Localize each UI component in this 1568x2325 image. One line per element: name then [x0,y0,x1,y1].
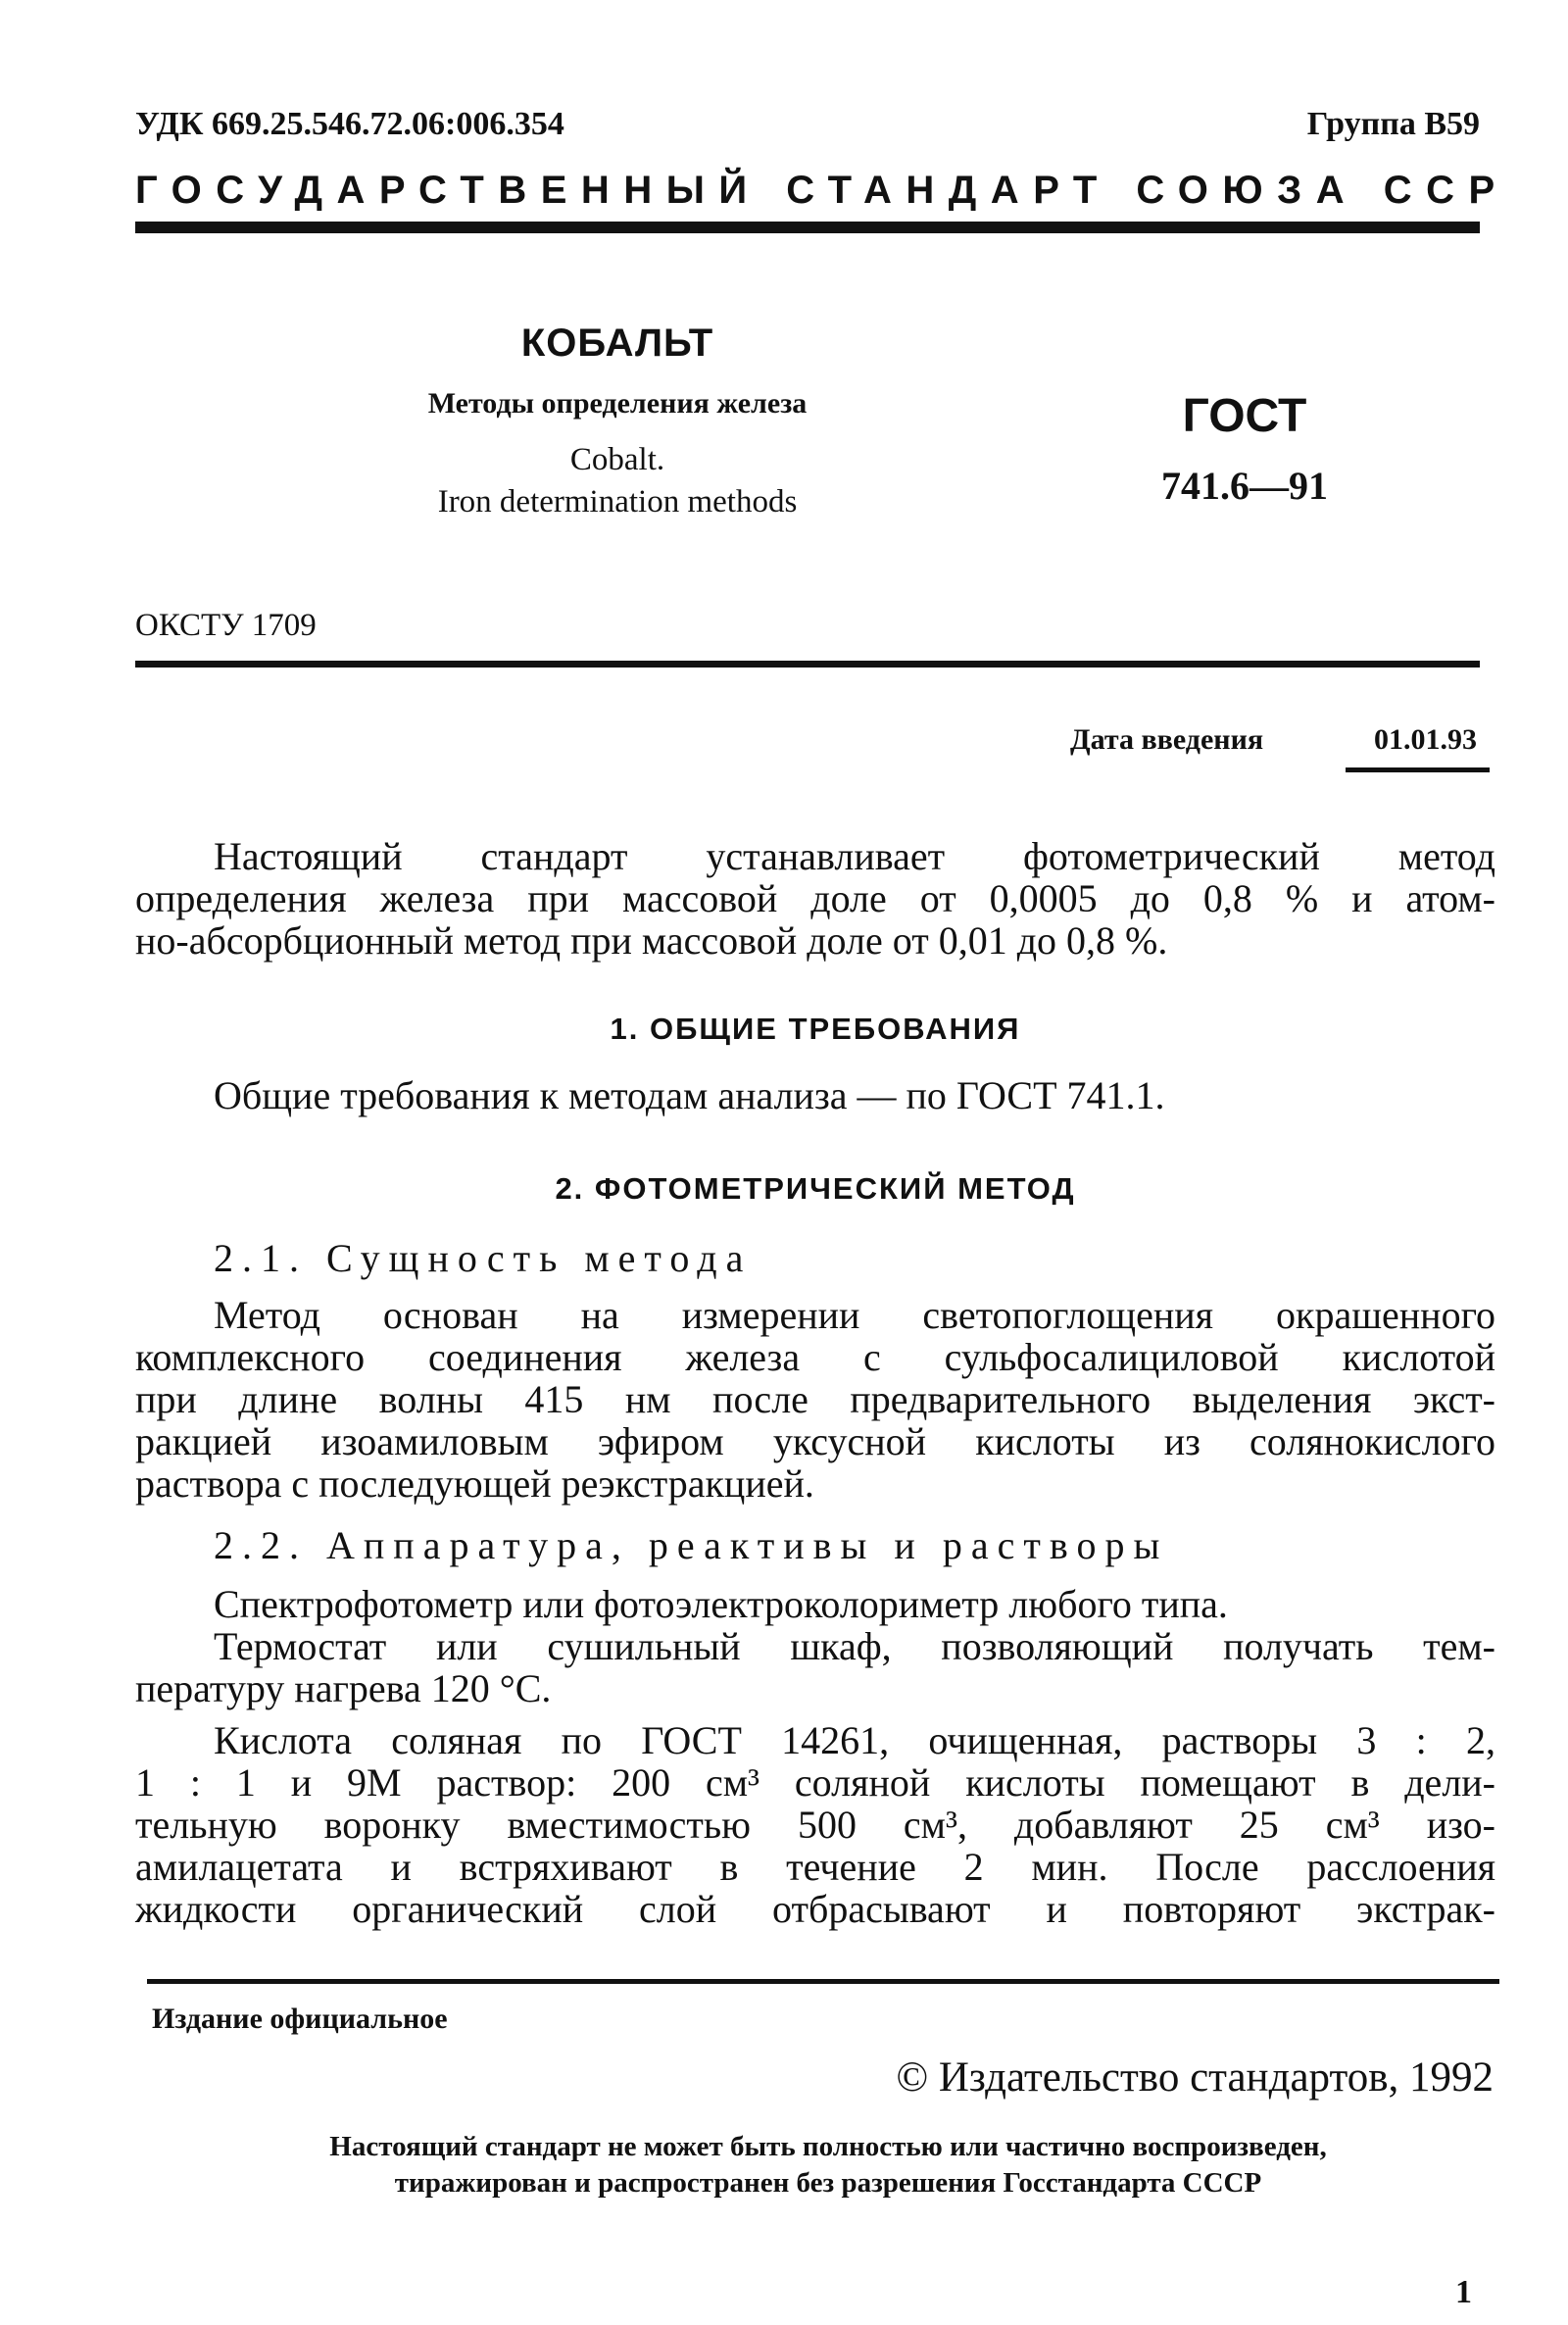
edition-label: Издание официальное [152,2003,448,2035]
footer-rule [147,1979,1499,1984]
subsection-2-2-line: Термостат или сушильный шкаф, позволяющий получать тем- [214,1624,1495,1668]
gost-number: 741.6—91 [1161,464,1328,508]
reproduction-notice [147,2129,1509,2201]
notice-line-1: Настоящий стандарт не может быть полностью или частично воспроизведен, [329,2131,1327,2162]
subsection-2-2-heading: 2.2. Аппаратура, реактивы и растворы [214,1523,1169,1567]
notice-line-2: тиражирован и распространен без разрешения Госстандарта СССР [394,2167,1262,2199]
subsection-2-2-line: 1 : 1 и 9М раствор: 200 см³ соляной кислоты помещают в дели- [135,1760,1495,1805]
copyright-text: Издательство стандартов, 1992 [938,2054,1494,2101]
subsection-2-2-line: пературу нагрева 120 °С. [135,1666,552,1710]
subsection-2-2-line: тельную воронку вместимостью 500 см³, добавляют 25 см³ изо- [135,1803,1495,1847]
subsection-2-2-paragraph: Спектрофотометр или фотоэлектроколориметр любого типа. [214,1582,1228,1626]
english-title [343,439,892,523]
date-underline [1346,767,1490,772]
document-title: КОБАЛЬТ [520,322,714,365]
subsection-2-2-line: Кислота соляная по ГОСТ 14261, очищенная, растворы 3 : 2, [214,1718,1495,1762]
section-1-text: Общие требования к методам анализа — по ГОСТ 741.1. [214,1073,1165,1117]
english-title-line-2: Iron determination methods [437,484,798,519]
subsection-2-1-line: раствора с последующей реэкстракцией. [135,1461,814,1506]
section-1-heading: 1. ОБЩИЕ ТРЕБОВАНИЯ [610,1012,1021,1046]
group-code: Группа В59 [1306,106,1480,142]
subsection-2-1-line: ракцией изоамиловым эфиром уксусной кислоты из солянокислого [135,1419,1495,1463]
subsection-2-1-line: при длине волны 415 нм после предварительного выделения экст- [135,1377,1495,1421]
subsection-2-1-heading: 2.1. Сущность метода [214,1236,753,1280]
subsection-2-2-line: жидкости органический слой отбрасывают и повторяют экстрак- [135,1887,1495,1931]
okstu-code: ОКСТУ 1709 [135,608,317,643]
intro-line: Настоящий стандарт устанавливает фотометрический метод [214,834,1495,878]
subsection-2-1-line: Метод основан на измерении светопоглощения окрашенного [214,1293,1495,1337]
copyright-symbol: © [896,2054,929,2101]
udk-code: УДК 669.25.546.72.06:006.354 [135,106,564,142]
header-rule [135,222,1480,233]
intro-line: но-абсорбционный метод при массовой доле от 0,01 до 0,8 %. [135,918,1168,963]
subsection-2-1-line: комплексного соединения железа с сульфосалициловой кислотой [135,1335,1495,1379]
date-label: Дата введения [1070,723,1264,756]
intro-line: определения железа при массовой доле от 0,0005 до 0,8 % и атом- [135,876,1495,920]
page-number: 1 [1455,2274,1472,2310]
state-standard-title: ГОСУДАРСТВЕННЫЙ СТАНДАРТ СОЮЗА ССР [135,169,1509,212]
subsection-2-2-line: амилацетата и встряхивают в течение 2 мин. После расслоения [135,1845,1495,1889]
document-subtitle: Методы определения железа [427,387,808,420]
copyright-line [896,2053,1494,2102]
date-value: 01.01.93 [1374,723,1477,756]
english-title-line-1: Cobalt. [569,442,665,477]
gost-label: ГОСТ [1182,390,1307,442]
title-rule [135,661,1480,668]
section-2-heading: 2. ФОТОМЕТРИЧЕСКИЙ МЕТОД [555,1171,1076,1206]
